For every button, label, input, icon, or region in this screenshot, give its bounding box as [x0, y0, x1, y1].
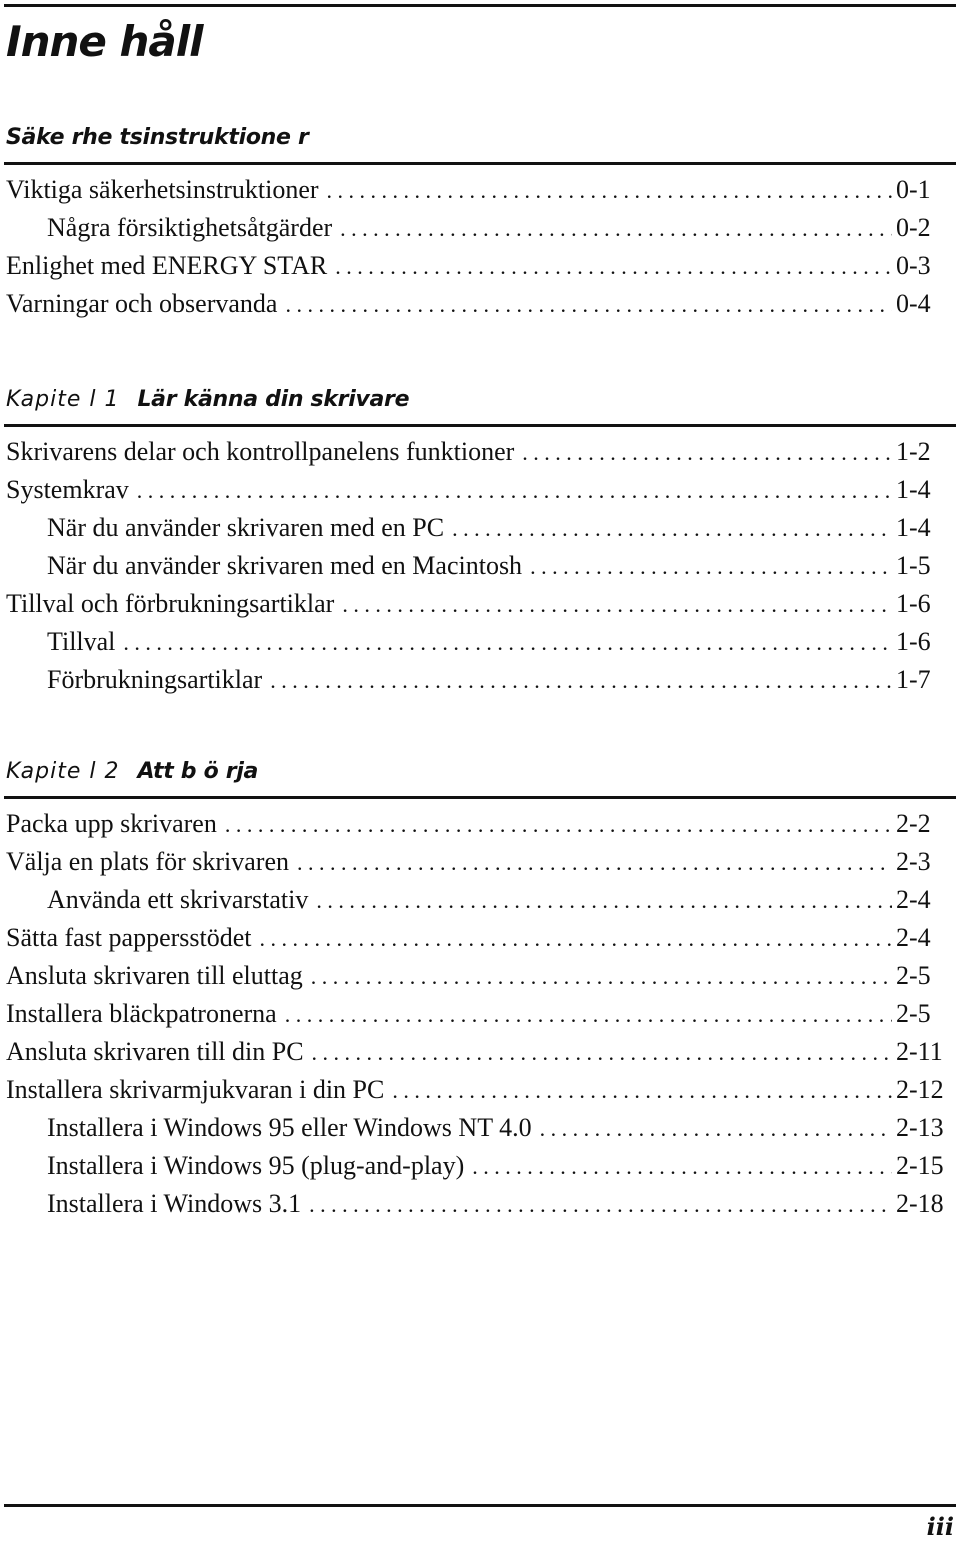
dot-leader: [312, 1034, 892, 1072]
toc-entry-title: Installera i Windows 95 (plug-and-play): [47, 1151, 465, 1180]
toc-entry-page: 0-4: [896, 289, 931, 318]
toc-entry-list: [0, 799, 960, 1223]
bottom-rule: [4, 1504, 956, 1507]
chapter-number: Kapite l 2: [6, 759, 120, 784]
toc-entry-page: 2-15: [896, 1151, 944, 1180]
dot-leader: [340, 210, 892, 248]
toc-entry-page: 2-5: [896, 999, 931, 1028]
toc-entry[interactable]: [0, 209, 960, 247]
dot-leader: [309, 1186, 892, 1224]
dot-leader: [297, 844, 892, 882]
toc-entry-page: 1-6: [896, 627, 931, 656]
toc-entry[interactable]: [0, 843, 960, 881]
page-title: Inne håll: [6, 17, 203, 66]
toc-entry-title: Några försiktighetsåtgärder: [47, 213, 333, 242]
section-title: Lär känna din skrivare: [137, 387, 410, 412]
toc-entry[interactable]: [0, 509, 960, 547]
toc-entry[interactable]: [0, 805, 960, 843]
section-title: Säke rhe tsinstruktione r: [6, 125, 309, 150]
toc-entry-page: 2-3: [896, 847, 931, 876]
dot-leader: [316, 882, 892, 920]
dot-leader: [123, 624, 892, 662]
toc-entry[interactable]: [0, 1071, 960, 1109]
toc-entry[interactable]: [0, 1147, 960, 1185]
toc-entry[interactable]: [0, 661, 960, 699]
toc-entry[interactable]: [0, 881, 960, 919]
toc-entry-title: Sätta fast pappersstödet: [6, 923, 252, 952]
toc-entry-page: 1-4: [896, 475, 931, 504]
toc-entry-page: 1-4: [896, 513, 931, 542]
toc-entry-title: Välja en plats för skrivaren: [6, 847, 290, 876]
toc-section: [0, 752, 960, 1223]
dot-leader: [342, 586, 892, 624]
toc-entry[interactable]: [0, 433, 960, 471]
toc-entry[interactable]: [0, 1185, 960, 1223]
toc-entry-title: Installera i Windows 95 eller Windows NT 4.0: [47, 1113, 532, 1142]
toc-entry-title: Packa upp skrivaren: [6, 809, 217, 838]
toc-entry[interactable]: [0, 171, 960, 209]
toc-entry-page: 2-2: [896, 809, 931, 838]
toc-entry-title: Enlighet med ENERGY STAR: [6, 251, 328, 280]
toc-section: [0, 118, 960, 323]
dot-leader: [530, 548, 892, 586]
toc-entry[interactable]: [0, 995, 960, 1033]
toc-entry-title: Viktiga säkerhetsinstruktioner: [6, 175, 319, 204]
toc-entry[interactable]: [0, 471, 960, 509]
dot-leader: [311, 958, 892, 996]
toc-entry-page: 0-3: [896, 251, 931, 280]
toc-entry-title: Installera skrivarmjukvaran i din PC: [6, 1075, 385, 1104]
toc-entry-page: 1-7: [896, 665, 931, 694]
dot-leader: [522, 434, 892, 472]
dot-leader: [260, 920, 893, 958]
toc-entry-page: 2-5: [896, 961, 931, 990]
toc-entry-title: Varningar och observanda: [6, 289, 278, 318]
dot-leader: [285, 286, 892, 324]
toc-entry-title: Tillval och förbrukningsartiklar: [6, 589, 335, 618]
toc-entry-page: 2-11: [896, 1037, 943, 1066]
toc-entry-page: 2-4: [896, 885, 931, 914]
toc-entry-title: Tillval: [47, 627, 116, 656]
toc-entry[interactable]: [0, 1033, 960, 1071]
chapter-number: Kapite l 1: [6, 387, 120, 412]
toc-entry-list: [0, 427, 960, 699]
dot-leader: [472, 1148, 892, 1186]
toc-entry[interactable]: [0, 585, 960, 623]
top-rule: [4, 4, 956, 7]
toc-entry[interactable]: [0, 623, 960, 661]
toc-entry-title: Skrivarens delar och kontrollpanelens funktioner: [6, 437, 515, 466]
dot-leader: [335, 248, 892, 286]
toc-entry-page: 1-5: [896, 551, 931, 580]
toc-entry-title: När du använder skrivaren med en PC: [47, 513, 445, 542]
toc-entry-title: När du använder skrivaren med en Macintosh: [47, 551, 523, 580]
toc-entry-page: 1-2: [896, 437, 931, 466]
dot-leader: [392, 1072, 892, 1110]
toc-entry-title: Ansluta skrivaren till din PC: [6, 1037, 304, 1066]
dot-leader: [137, 472, 892, 510]
toc-section: [0, 380, 960, 699]
toc-entry[interactable]: [0, 957, 960, 995]
toc-entry-page: 0-2: [896, 213, 931, 242]
toc-entry-title: Förbrukningsartiklar: [47, 665, 263, 694]
toc-entry[interactable]: [0, 919, 960, 957]
dot-leader: [452, 510, 892, 548]
toc-entry-page: 2-13: [896, 1113, 944, 1142]
dot-leader: [540, 1110, 892, 1148]
toc-entry-title: Installera i Windows 3.1: [47, 1189, 302, 1218]
dot-leader: [270, 662, 892, 700]
dot-leader: [225, 806, 892, 844]
page-number: iii: [926, 1512, 954, 1541]
section-heading: [0, 752, 960, 792]
toc-entry[interactable]: [0, 547, 960, 585]
section-heading: [0, 380, 960, 420]
toc-entry-title: Systemkrav: [6, 475, 129, 504]
toc-entry-list: [0, 165, 960, 323]
dot-leader: [327, 172, 892, 210]
toc-entry-page: 0-1: [896, 175, 931, 204]
toc-entry-page: 2-4: [896, 923, 931, 952]
section-heading: [0, 118, 960, 158]
toc-entry[interactable]: [0, 285, 960, 323]
toc-entry-title: Installera bläckpatronerna: [6, 999, 277, 1028]
toc-entry-page: 2-18: [896, 1189, 944, 1218]
toc-entry-page: 1-6: [896, 589, 931, 618]
dot-leader: [285, 996, 892, 1034]
toc-entry[interactable]: [0, 1109, 960, 1147]
toc-entry-title: Ansluta skrivaren till eluttag: [6, 961, 303, 990]
toc-entry[interactable]: [0, 247, 960, 285]
toc-entry-title: Använda ett skrivarstativ: [47, 885, 309, 914]
toc-entry-page: 2-12: [896, 1075, 944, 1104]
section-title: Att b ö rja: [137, 759, 259, 784]
